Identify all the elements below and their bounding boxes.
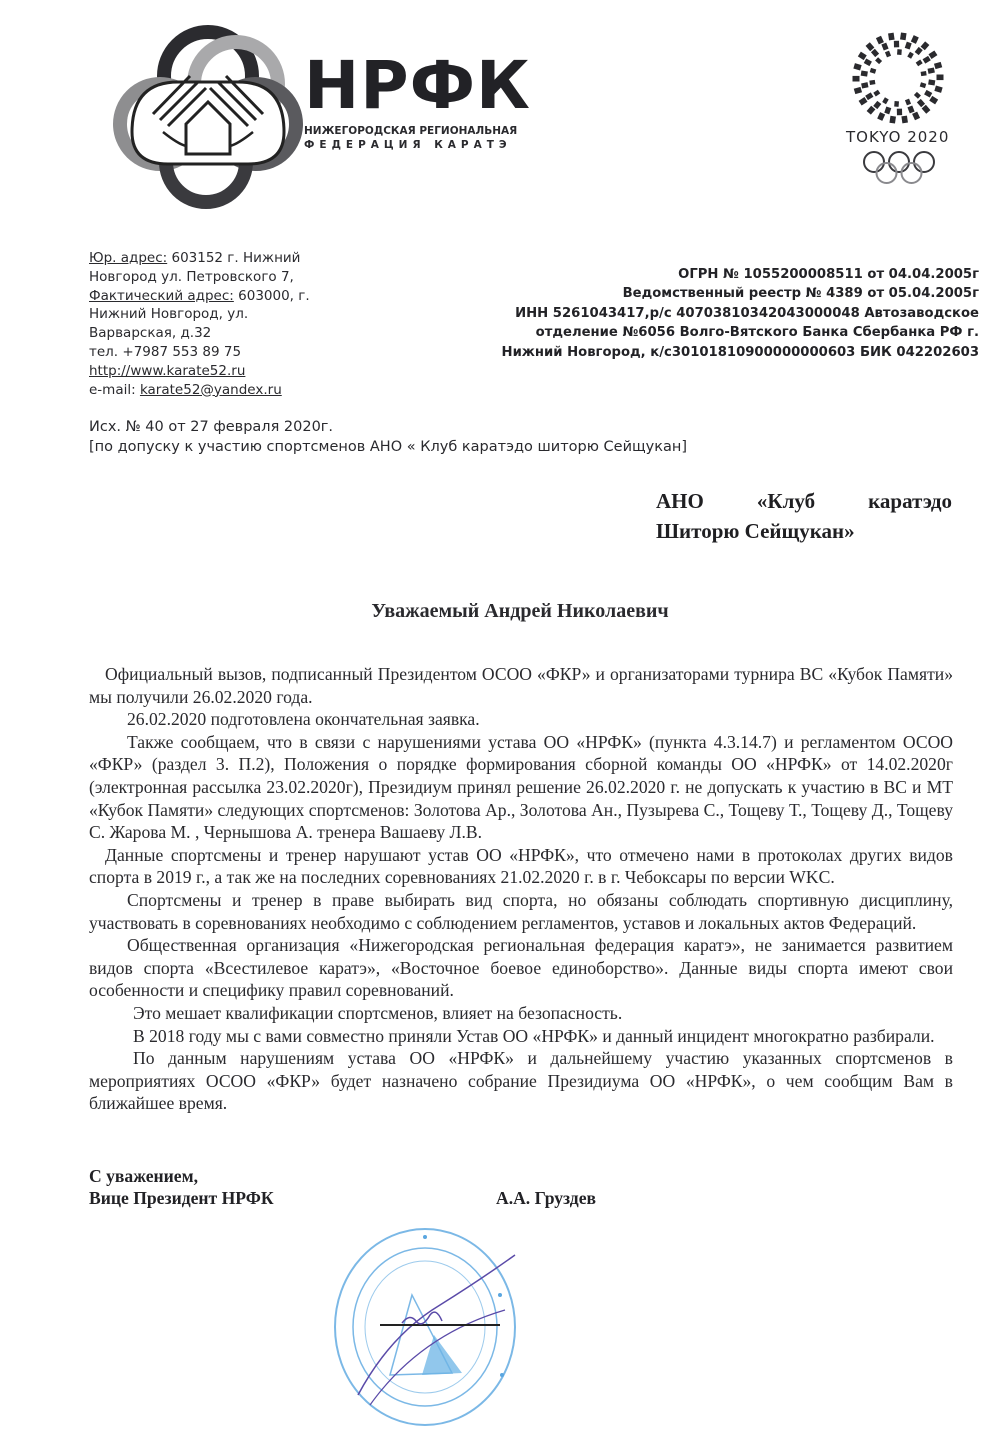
legal-address-value: 603152 г. Нижний	[167, 250, 301, 266]
email-link[interactable]: karate52@yandex.ru	[139, 381, 282, 398]
emblem-checker	[915, 47, 923, 55]
recipient-word: «Клуб	[756, 489, 816, 513]
emblem-checker	[871, 49, 879, 57]
emblem-checker	[858, 52, 867, 60]
recipient-word: АНО	[656, 489, 704, 513]
emblem-checker	[873, 90, 880, 97]
paragraph: 26.02.2020 подготовлена окончательная заявка.	[127, 709, 480, 730]
emblem-checker	[885, 51, 891, 58]
emblem-checker	[866, 42, 875, 51]
recipient-word: каратэдо	[868, 489, 952, 513]
emblem-checker	[921, 41, 930, 50]
emblem-checker	[853, 63, 861, 70]
emblem-checker	[907, 105, 914, 113]
address-line: Варварская, д.32	[89, 325, 212, 342]
tokyo-2020-label: TOKYO 2020	[846, 128, 950, 146]
emblem-checker	[897, 109, 902, 116]
paragraph: Данные спортсмены и тренер нарушают устав ОО «НРФК», что отмечено нами в протоколах других видов спорта в 2019 г., а так же на последних соревнованиях 21.02.2020 г. в г. Чебоксары по версии WKC.	[89, 844, 953, 888]
emblem-checker	[912, 112, 920, 121]
reference-subject: [по допуску к участию спортсменов АНО « Клуб каратэдо шиторю Сейщукан]	[89, 439, 688, 455]
website-link[interactable]: http://www.karate52.ru	[89, 362, 246, 379]
logo-text-block	[304, 47, 532, 152]
emblem-checker	[876, 36, 884, 45]
signer-name: А.А. Груздев	[496, 1187, 597, 1208]
recipient-line-2: Шиторю Сейщукан»	[656, 519, 855, 543]
emblem-checker	[928, 67, 935, 73]
closing-regards: С уважением,	[89, 1165, 198, 1186]
emblem-checker	[869, 80, 875, 85]
bik-line: Нижний Новгород, к/с30101810900000000603 БИК 042202603	[501, 344, 979, 360]
reference-number: Исх. № 40 от 27 февраля 2020г.	[89, 419, 334, 435]
emblem-checker	[905, 99, 911, 106]
emblem-checker	[882, 97, 889, 104]
paragraph: Спортсмены и тренер в праве выбирать вид спорта, но обязаны соблюдать спортивную дисциплину, участвовать в соревнованиях необходимо с соблюдением регламентов, уставов и локальных актов Федераций.	[89, 889, 953, 933]
emblem-checker	[894, 101, 899, 107]
emblem-checker	[905, 42, 912, 50]
emblem-checker	[865, 92, 873, 100]
emblem-checker	[870, 68, 877, 74]
emblem-checker	[929, 96, 938, 104]
official-stamp	[330, 1225, 520, 1430]
email-line	[89, 381, 389, 400]
emblem-checker	[875, 57, 882, 64]
paragraph: Общественная организация «Нижегородская региональная федерация каратэ», не занимается развитием видов спорта «Всестилевое каратэ», «Восточное боевое единоборство». Данные виды спорта имеют свои особенности и специфику правил соревнований.	[89, 935, 953, 1001]
emblem-checker	[921, 71, 927, 76]
emblem-checker	[861, 82, 868, 88]
emblem-checker	[859, 97, 868, 105]
paragraph: В 2018 году мы с вами совместно приняли Устав ОО «НРФК» и данный инцидент многократно разбирали.	[133, 1025, 935, 1046]
greeting: Уважаемый Андрей Николаевич	[371, 600, 669, 622]
stamp-outer-ring-marks	[423, 1235, 504, 1377]
letter-body	[89, 663, 953, 1115]
actual-address-label: Фактический адрес:	[89, 287, 234, 304]
emblem-checker	[867, 106, 876, 115]
registration-details	[389, 265, 979, 362]
paragraph: Также сообщаем, что в связи с нарушениями устава ОО «НРФК» (пункта 4.3.14.7) и регламентом ОСОО «ФКР» (раздел 3. П.2), Положения о порядке формирования сборной команды ОО «НРФК» от 14.02.2020г (электронная рассылка 23.02.2020г), Президиум принял решение 26.02.2020 г. не допускать к участию в ВС и МТ «Кубок Памяти» следующих спортсменов: Золотова Ар., Золотова Ан., Пузырева С., Тощеву Т., Тощеву Д., Тощеву С. Жарова М. , Чернышова А. тренера Вашаеву Л.В.	[89, 731, 953, 843]
nrfk-logo-emblem	[108, 14, 308, 214]
emblem-checker	[884, 107, 891, 115]
paragraph: Это мешает квалификации спортсменов, влияет на безопасность.	[133, 1002, 623, 1023]
logo-title: НРФК	[304, 47, 532, 124]
emblem-checker	[873, 101, 881, 109]
olympic-rings-icon	[862, 150, 936, 186]
emblem-checker	[894, 41, 899, 48]
emblem-checker	[920, 82, 927, 88]
address-line: Нижний Новгород, ул.	[89, 306, 249, 323]
tokyo-2020-emblem	[848, 28, 948, 128]
legal-address-label: Юр. адрес:	[89, 250, 168, 266]
emblem-checker	[923, 56, 931, 64]
emblem-checker	[924, 90, 932, 98]
emblem-checker	[911, 35, 919, 44]
closing-position: Вице Президент НРФК	[89, 1187, 274, 1208]
emblem-checker	[937, 75, 944, 81]
letter-content	[89, 663, 953, 1209]
phone: тел. +7987 553 89 75	[89, 343, 242, 360]
logo-subtitle-1: НИЖЕГОРОДСКАЯ РЕГИОНАЛЬНАЯ	[304, 125, 518, 137]
paragraph: По данным нарушениям устава ОО «НРФК» и дальнейшему участию указанных спортсменов в мероприятиях ОСОО «ФКР» будет назначено собрание Президиума ОО «НРФК», о чем сообщим Вам в ближайшее время.	[89, 1048, 953, 1114]
actual-address-line	[89, 287, 389, 306]
emblem-checker	[888, 33, 895, 41]
bank-line: отделение №6056 Волго-Вятского Банка Сбербанка РФ г.	[535, 325, 979, 341]
emblem-checker	[881, 43, 888, 51]
inn-line: ИНН 5261043417,р/с 40703810342043000048 Автозаводское	[515, 305, 979, 321]
closing	[89, 1165, 953, 1209]
emblem-checker	[861, 71, 868, 77]
emblem-checker	[864, 58, 872, 66]
emblem-checker	[916, 60, 923, 67]
emblem-checker	[897, 49, 902, 55]
emblem-checker	[928, 79, 935, 85]
actual-address-value: 603000, г.	[233, 287, 310, 304]
emblem-checker	[914, 92, 921, 99]
email-label: e-mail:	[89, 381, 140, 398]
outgoing-reference	[89, 417, 687, 457]
emblem-checker	[917, 99, 925, 107]
ogrn-line: ОГРН № 1055200008511 от 04.04.2005г	[678, 267, 979, 282]
emblem-checker	[907, 52, 914, 59]
logo-subtitle-2: ФЕДЕРАЦИЯ КАРАТЭ	[304, 139, 512, 151]
emblem-checker	[877, 112, 885, 121]
emblem-checker	[900, 32, 907, 40]
emblem-checker	[922, 105, 931, 114]
emblem-checker	[889, 116, 896, 124]
emblem-checker	[853, 76, 860, 82]
emblem-checker	[901, 116, 908, 124]
legal-address-line	[89, 249, 389, 268]
emblem-checker	[934, 85, 942, 92]
emblem-checker	[928, 50, 937, 58]
address-block	[89, 249, 389, 399]
address-line: Новгород ул. Петровского 7,	[89, 268, 294, 285]
paragraph: Официальный вызов, подписанный Президентом ОСОО «ФКР» и организаторами турнира ВС «Кубок Памяти» мы получили 26.02.2020 года.	[89, 664, 953, 707]
closing-row	[89, 1187, 953, 1209]
emblem-checker	[934, 62, 942, 69]
emblem-checker	[854, 87, 862, 94]
registry-line: Ведомственный реестр № 4389 от 05.04.2005г	[622, 286, 979, 302]
recipient	[656, 486, 952, 546]
